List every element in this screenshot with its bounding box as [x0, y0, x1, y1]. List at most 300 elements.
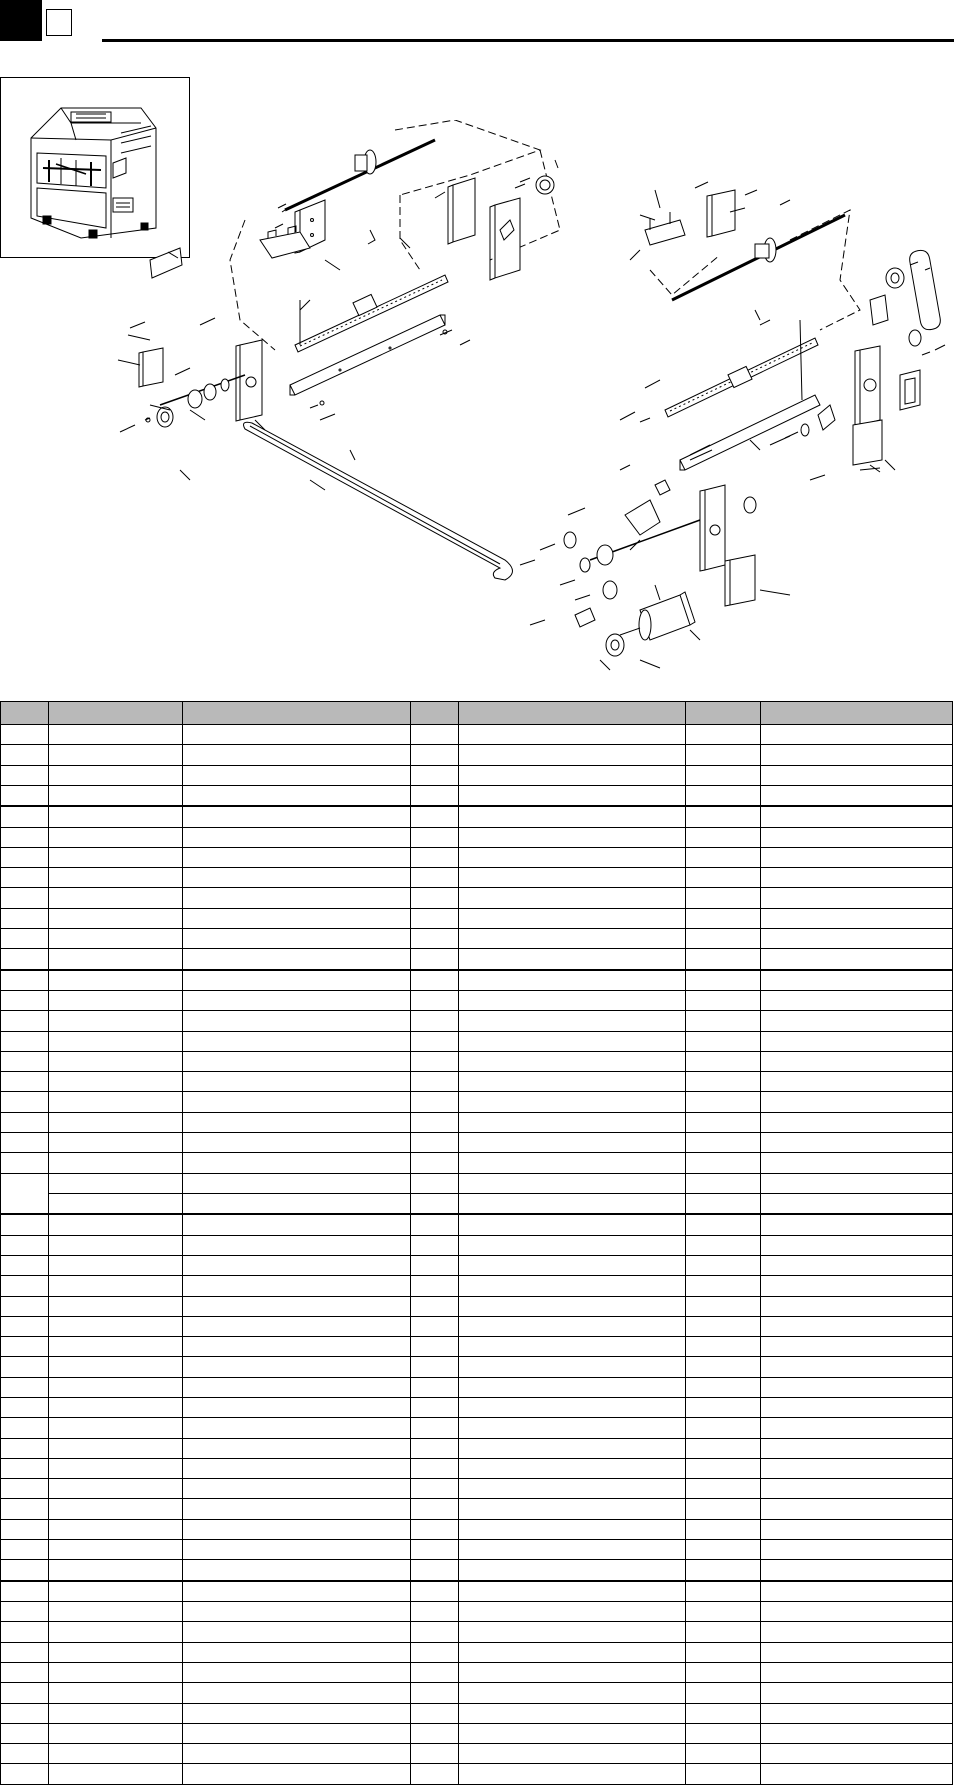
- table-cell: [1, 990, 49, 1010]
- table-cell: [411, 1133, 459, 1153]
- table-row: [1, 1560, 953, 1581]
- table-cell: [686, 1642, 761, 1662]
- table-cell: [49, 1072, 183, 1092]
- table-cell: [1, 1622, 49, 1642]
- table-cell: [183, 1357, 411, 1377]
- table-cell: [761, 1255, 953, 1275]
- table-cell: [761, 1560, 953, 1581]
- table-cell: [411, 1092, 459, 1112]
- table-cell: [686, 1418, 761, 1438]
- table-cell: [459, 1153, 686, 1173]
- table-row: [1, 1479, 953, 1499]
- table-cell: [686, 1337, 761, 1357]
- table-cell: [183, 1072, 411, 1092]
- table-cell: [459, 868, 686, 888]
- table-row: [1, 1255, 953, 1275]
- table-cell: [459, 1418, 686, 1438]
- table-cell: [411, 1560, 459, 1581]
- table-cell: [411, 929, 459, 949]
- table-cell: [459, 1438, 686, 1458]
- table-row: [1, 1764, 953, 1785]
- table-cell: [761, 990, 953, 1010]
- table-cell: [183, 1092, 411, 1112]
- table-cell: [761, 1072, 953, 1092]
- table-cell: [49, 745, 183, 765]
- table-row: [1, 745, 953, 765]
- table-cell: [459, 1397, 686, 1417]
- table-cell: [49, 1560, 183, 1581]
- table-cell: [1, 1581, 49, 1602]
- table-cell: [761, 1458, 953, 1478]
- table-cell: [761, 949, 953, 970]
- table-cell: [459, 1642, 686, 1662]
- table-cell: [411, 765, 459, 785]
- table-cell: [686, 725, 761, 745]
- table-cell: [459, 1031, 686, 1051]
- table-cell: [49, 1499, 183, 1519]
- table-cell: [1, 1438, 49, 1458]
- table-cell: [49, 1377, 183, 1397]
- table-cell: [1, 1092, 49, 1112]
- table-cell: [761, 1744, 953, 1764]
- table-cell: [686, 1683, 761, 1703]
- table-cell: [411, 1276, 459, 1296]
- table-cell: [411, 1683, 459, 1703]
- table-cell: [761, 1051, 953, 1071]
- table-cell: [761, 725, 953, 745]
- table-cell: [686, 1744, 761, 1764]
- table-cell: [761, 1764, 953, 1785]
- table-cell: [49, 1031, 183, 1051]
- table-cell: [686, 1581, 761, 1602]
- table-cell: [459, 1744, 686, 1764]
- table-cell: [411, 1235, 459, 1255]
- table-cell: [459, 1479, 686, 1499]
- table-cell: [183, 949, 411, 970]
- table-cell: [1, 1642, 49, 1662]
- table-cell: [686, 1296, 761, 1316]
- right-ball-screw: [672, 215, 845, 303]
- table-cell: [459, 1255, 686, 1275]
- table-cell: [459, 990, 686, 1010]
- table-row: [1, 1703, 953, 1723]
- table-cell: [686, 745, 761, 765]
- table-row: [1, 990, 953, 1010]
- table-cell: [459, 1214, 686, 1235]
- table-row: [1, 1602, 953, 1622]
- table-cell: [411, 1662, 459, 1682]
- table-cell: [183, 1153, 411, 1173]
- table-cell: [183, 1499, 411, 1519]
- table-cell: [49, 949, 183, 970]
- section-marker-box: [46, 9, 72, 36]
- table-cell: [459, 908, 686, 928]
- table-cell: [411, 1072, 459, 1092]
- table-cell: [49, 1214, 183, 1235]
- table-cell: [411, 1519, 459, 1539]
- table-cell: [49, 1581, 183, 1602]
- table-cell: [49, 1337, 183, 1357]
- table-cell: [1, 1479, 49, 1499]
- table-cell: [49, 1112, 183, 1132]
- table-cell: [459, 1193, 686, 1214]
- table-cell: [761, 1296, 953, 1316]
- table-cell: [459, 765, 686, 785]
- table-cell: [686, 1357, 761, 1377]
- table-cell: [411, 1703, 459, 1723]
- table-cell: [1, 1418, 49, 1438]
- table-cell: [1, 1519, 49, 1539]
- table-cell: [686, 806, 761, 827]
- table-cell: [49, 1153, 183, 1173]
- column-header: [411, 702, 459, 725]
- table-row: [1, 1316, 953, 1336]
- left-side-plate: [139, 340, 262, 421]
- table-cell: [761, 1235, 953, 1255]
- table-cell: [761, 1377, 953, 1397]
- table-cell: [761, 1723, 953, 1743]
- table-cell: [1, 1662, 49, 1682]
- table-cell: [411, 1214, 459, 1235]
- table-cell: [459, 745, 686, 765]
- table-cell: [183, 1276, 411, 1296]
- table-cell: [686, 1214, 761, 1235]
- table-cell: [49, 1662, 183, 1682]
- table-cell: [183, 1662, 411, 1682]
- table-cell: [411, 827, 459, 847]
- table-cell: [1, 1112, 49, 1132]
- table-cell: [183, 990, 411, 1010]
- table-cell: [183, 1316, 411, 1336]
- table-cell: [686, 1662, 761, 1682]
- table-cell: [686, 1764, 761, 1785]
- table-row: [1, 1723, 953, 1743]
- table-cell: [459, 1683, 686, 1703]
- table-cell: [761, 806, 953, 827]
- table-cell: [686, 1276, 761, 1296]
- table-cell: [411, 1642, 459, 1662]
- table-cell: [411, 785, 459, 806]
- table-cell: [686, 1397, 761, 1417]
- table-cell: [411, 1397, 459, 1417]
- table-cell: [411, 888, 459, 908]
- table-cell: [459, 1357, 686, 1377]
- table-cell: [49, 1255, 183, 1275]
- table-cell: [411, 1173, 459, 1193]
- table-row: [1, 1193, 953, 1214]
- table-cell: [686, 1173, 761, 1193]
- column-header: [183, 702, 411, 725]
- table-cell: [761, 970, 953, 991]
- table-cell: [761, 868, 953, 888]
- table-cell: [686, 990, 761, 1010]
- table-cell: [686, 1235, 761, 1255]
- table-cell: [49, 929, 183, 949]
- table-cell: [686, 1316, 761, 1336]
- table-cell: [761, 1540, 953, 1560]
- table-cell: [459, 847, 686, 867]
- table-cell: [411, 1458, 459, 1478]
- table-cell: [761, 908, 953, 928]
- table-cell: [411, 1153, 459, 1173]
- table-cell: [686, 1723, 761, 1743]
- table-cell: [183, 1540, 411, 1560]
- table-cell: [411, 806, 459, 827]
- table-cell: [183, 888, 411, 908]
- table-cell: [686, 827, 761, 847]
- table-cell: [686, 1519, 761, 1539]
- table-cell: [411, 1377, 459, 1397]
- table-row: [1, 1418, 953, 1438]
- table-cell: [459, 1377, 686, 1397]
- table-cell: [1, 888, 49, 908]
- table-cell: [761, 1438, 953, 1458]
- table-cell: [761, 1276, 953, 1296]
- table-cell: [1, 949, 49, 970]
- table-cell: [183, 1031, 411, 1051]
- table-cell: [1, 1011, 49, 1031]
- table-cell: [761, 1153, 953, 1173]
- table-cell: [459, 1764, 686, 1785]
- table-cell: [761, 1316, 953, 1336]
- table-cell: [183, 1723, 411, 1743]
- right-top-brackets: [645, 190, 735, 245]
- table-row: [1, 827, 953, 847]
- table-cell: [183, 1622, 411, 1642]
- table-cell: [49, 785, 183, 806]
- table-cell: [49, 1479, 183, 1499]
- table-cell: [459, 827, 686, 847]
- table-cell: [686, 970, 761, 991]
- table-cell: [49, 1764, 183, 1785]
- table-row: [1, 1662, 953, 1682]
- table-cell: [686, 1602, 761, 1622]
- right-rail-plate: [680, 395, 820, 470]
- table-cell: [49, 1296, 183, 1316]
- table-cell: [459, 888, 686, 908]
- table-cell: [1, 1764, 49, 1785]
- table-cell: [183, 1173, 411, 1193]
- table-cell: [459, 1072, 686, 1092]
- table-cell: [761, 1011, 953, 1031]
- drive-motor: [620, 592, 695, 640]
- table-row: [1, 1744, 953, 1764]
- table-row: [1, 1499, 953, 1519]
- table-cell: [459, 1662, 686, 1682]
- table-cell: [1, 1397, 49, 1417]
- table-cell: [49, 1438, 183, 1458]
- left-ball-screw: [282, 140, 435, 213]
- table-cell: [1, 1540, 49, 1560]
- table-cell: [49, 1642, 183, 1662]
- table-cell: [1, 806, 49, 827]
- parts-table-body: [1, 725, 953, 1785]
- table-cell: [459, 1723, 686, 1743]
- header-rule: [102, 39, 954, 42]
- table-cell: [459, 1499, 686, 1519]
- table-cell: [49, 1092, 183, 1112]
- column-header: [686, 702, 761, 725]
- table-cell: [183, 725, 411, 745]
- table-cell: [49, 1133, 183, 1153]
- table-cell: [183, 1683, 411, 1703]
- table-cell: [686, 1540, 761, 1560]
- table-cell: [459, 785, 686, 806]
- table-cell: [49, 1519, 183, 1539]
- table-cell: [411, 949, 459, 970]
- table-cell: [183, 847, 411, 867]
- table-cell: [49, 1683, 183, 1703]
- table-row: [1, 1519, 953, 1539]
- table-row: [1, 888, 953, 908]
- table-cell: [761, 929, 953, 949]
- table-cell: [411, 1011, 459, 1031]
- table-cell: [49, 765, 183, 785]
- table-cell: [411, 868, 459, 888]
- table-cell: [761, 1622, 953, 1642]
- table-row: [1, 1173, 953, 1193]
- table-cell: [183, 1235, 411, 1255]
- table-cell: [686, 868, 761, 888]
- table-cell: [686, 949, 761, 970]
- table-cell: [183, 1642, 411, 1662]
- table-cell: [761, 1357, 953, 1377]
- table-cell: [411, 1764, 459, 1785]
- table-cell: [761, 1499, 953, 1519]
- table-row: [1, 1153, 953, 1173]
- table-cell: [1, 847, 49, 867]
- table-cell: [183, 1744, 411, 1764]
- table-cell: [1, 725, 49, 745]
- table-row: [1, 1133, 953, 1153]
- table-cell: [1, 827, 49, 847]
- table-cell: [411, 1193, 459, 1214]
- table-cell: [459, 1133, 686, 1153]
- table-cell: [761, 1193, 953, 1214]
- table-cell: [686, 765, 761, 785]
- table-cell: [411, 908, 459, 928]
- table-cell: [686, 929, 761, 949]
- table-cell: [411, 990, 459, 1010]
- table-cell: [761, 1418, 953, 1438]
- table-cell: [686, 1112, 761, 1132]
- column-header: [1, 702, 49, 725]
- table-cell: [183, 1519, 411, 1539]
- table-cell: [686, 785, 761, 806]
- table-row: [1, 970, 953, 991]
- table-cell: [459, 1051, 686, 1071]
- table-row: [1, 868, 953, 888]
- table-cell: [459, 725, 686, 745]
- table-cell: [459, 1296, 686, 1316]
- table-cell: [49, 1602, 183, 1622]
- table-cell: [459, 1519, 686, 1539]
- table-cell: [761, 888, 953, 908]
- table-cell: [761, 1703, 953, 1723]
- table-cell: [49, 725, 183, 745]
- table-cell: [686, 1458, 761, 1478]
- table-row: [1, 1397, 953, 1417]
- table-cell: [411, 1438, 459, 1458]
- table-cell: [411, 1296, 459, 1316]
- table-cell: [1, 1337, 49, 1357]
- table-cell: [686, 1133, 761, 1153]
- table-cell: [1, 1560, 49, 1581]
- table-cell: [761, 1133, 953, 1153]
- table-row: [1, 949, 953, 970]
- table-cell: [411, 725, 459, 745]
- table-cell: [459, 949, 686, 970]
- table-cell: [459, 1602, 686, 1622]
- table-cell: [761, 745, 953, 765]
- table-cell: [686, 1193, 761, 1214]
- table-cell: [183, 1438, 411, 1458]
- table-row: [1, 1031, 953, 1051]
- table-cell: [1, 1602, 49, 1622]
- exploded-view-diagram-icon: [118, 120, 945, 670]
- table-cell: [49, 1235, 183, 1255]
- table-cell: [49, 1458, 183, 1478]
- table-cell: [183, 970, 411, 991]
- table-cell: [183, 929, 411, 949]
- table-cell: [411, 1540, 459, 1560]
- table-cell: [49, 1193, 183, 1214]
- table-cell: [411, 847, 459, 867]
- table-cell: [49, 970, 183, 991]
- table-cell: [49, 990, 183, 1010]
- table-cell: [411, 1602, 459, 1622]
- table-cell: [183, 827, 411, 847]
- table-row: [1, 1214, 953, 1235]
- table-cell: [686, 1011, 761, 1031]
- table-cell: [183, 785, 411, 806]
- left-rail-plate: [290, 315, 445, 395]
- table-cell: [459, 1011, 686, 1031]
- table-cell: [686, 847, 761, 867]
- left-motor-plates: [448, 178, 520, 280]
- table-cell: [1, 1723, 49, 1743]
- table-row: [1, 929, 953, 949]
- table-cell: [183, 1479, 411, 1499]
- parts-table: [0, 701, 953, 1785]
- table-cell: [686, 1255, 761, 1275]
- table-cell: [49, 1397, 183, 1417]
- table-cell: [49, 1357, 183, 1377]
- table-cell: [411, 745, 459, 765]
- table-cell: [459, 929, 686, 949]
- table-cell: [1, 1235, 49, 1255]
- column-header: [49, 702, 183, 725]
- table-row: [1, 1357, 953, 1377]
- table-cell: [1, 1255, 49, 1275]
- table-cell: [761, 1031, 953, 1051]
- table-cell: [183, 1193, 411, 1214]
- table-cell: [183, 1560, 411, 1581]
- table-cell: [411, 1337, 459, 1357]
- table-cell: [459, 1337, 686, 1357]
- table-cell: [761, 785, 953, 806]
- table-row: [1, 1642, 953, 1662]
- table-cell: [459, 1560, 686, 1581]
- table-cell: [459, 806, 686, 827]
- table-cell: [1, 1499, 49, 1519]
- table-cell: [1, 1133, 49, 1153]
- page-header: [0, 0, 954, 45]
- table-row: [1, 1622, 953, 1642]
- table-cell: [411, 1744, 459, 1764]
- table-cell: [1, 1153, 49, 1173]
- table-cell: [761, 1112, 953, 1132]
